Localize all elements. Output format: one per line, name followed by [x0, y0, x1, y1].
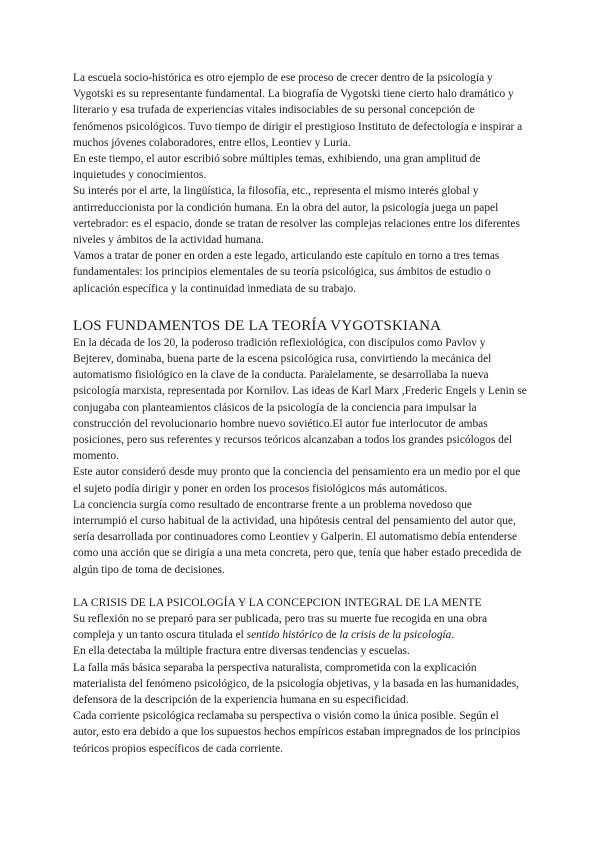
section-heading-crisis: LA CRISIS DE LA PSICOLOGÍA Y LA CONCEPCION INTEGRAL DE LA MENTE — [73, 595, 482, 609]
crisis-paragraph-4: Cada corriente psicológica reclamaba su perspectiva o visión como la única posible. Según el autor, esto era debido a que los supuestos hechos empíricos estaban impregnados de los principios teóricos propios específicos de cada corriente. — [73, 710, 521, 755]
crisis-paragraph-1 — [73, 611, 527, 643]
italic-title-sentido-historico: sentido histórico — [246, 629, 323, 642]
fundamentos-paragraph-2: Este autor consideró desde muy pronto que la conciencia del pensamiento era un medio por el que el sujeto podía dirigir y poner en orden los procesos fisiológicos más automáticos. — [73, 466, 521, 495]
intro-paragraph-1: La escuela socio-histórica es otro ejemplo de ese proceso de crecer dentro de la psicología y Vygotski es su representante fundamental. La biografía de Vygotski tiene cierto halo dramático y literario y esa trufada de experiencias vitales indisociables de su personal concepción de fenómenos psicológicos. Tuvo tiempo de dirigir el prestigioso Instituto de defectología e inspirar a muchos jóvenes colaboradores, entre ellos, Leontiev y Luria. — [73, 72, 523, 149]
intro-paragraph-3: Su interés por el arte, la lingüística, la filosofía, etc., representa el mismo interés global y antirreduccionista por la condición humana. En la obra del autor, la psicología juega un papel vertebrador: es el espacio, donde se tratan de resolver las complejas relaciones entre los diferentes niveles y ámbitos de la actividad humana. — [73, 185, 520, 247]
section-heading-fundamentos: LOS FUNDAMENTOS DE LA TEORÍA VYGOTSKIANA — [73, 317, 442, 334]
fundamentos-paragraph-3: La conciencia surgía como resultado de encontrarse frente a un problema novedoso que interrumpió el curso habitual de la actividad, una hipótesis central del pensamiento del autor que, sería desarrollada por continuadores como Leontiev y Galperin. El automatismo debía entenderse como una acción que se dirigía a una meta concreta, pero que, tenía que haber estado precedida de algún tipo de toma de decisiones. — [73, 498, 522, 576]
intro-paragraph-4: Vamos a tratar de poner en orden a este legado, articulando este capítulo en torno a tres temas fundamentales: los principios elementales de su teoría psicológica, sus ámbitos de estudio o aplicación específica y la continuidad inmediata de su trabajo. — [73, 250, 500, 295]
document-body — [73, 70, 527, 757]
crisis-p1-text-middle: de — [322, 629, 340, 642]
crisis-paragraph-2: En ella detectaba la múltiple fractura entre diversas tendencias y escuelas. — [73, 645, 410, 658]
crisis-p1-text-after: . — [451, 629, 455, 642]
intro-paragraph-2: En este tiempo, el autor escribió sobre múltiples temas, exhibiendo, una gran amplitud de inquietudes y conocimientos. — [73, 153, 481, 182]
fundamentos-paragraph-1: En la década de los 20, la poderoso tradición reflexiológica, con discípulos como Pavlov y Bejterev, dominaba, buena parte de la escena psicológica rusa, convirtiendo la mecánica del automatismo fisiológico en la clave de la conducta. Paralelamente, se desarrollaba la nueva psicología marxista, representada por Kornilov. Las ideas de Karl Marx ,Frederic Engels y Lenin se conjugaba con planteamientos clásicos de la psicología de la conciencia para impulsar la construcción del revolucionario hombre nuevo soviético.El autor fue interlocutor de ambas posiciones, pero sus referentes y recursos teóricos alcanzaban a todos los grandes psicólogos del momento. — [73, 336, 527, 463]
italic-title-crisis-psicologia: la crisis de la psicología — [339, 629, 452, 642]
crisis-paragraph-3: La falla más básica separaba la perspectiva naturalista, comprometida con la explicación materialista del fenómeno psicológico, de la psicología objetivas, y la basada en las humanidades, defensora de la descripción de la experiencia humana en su especificidad. — [73, 661, 519, 706]
crisis-p1-text-before: Su reflexión no se preparó para ser publicada, pero tras su muerte fue recogida en una obra compleja y un tanto oscura titulada el — [73, 612, 488, 642]
